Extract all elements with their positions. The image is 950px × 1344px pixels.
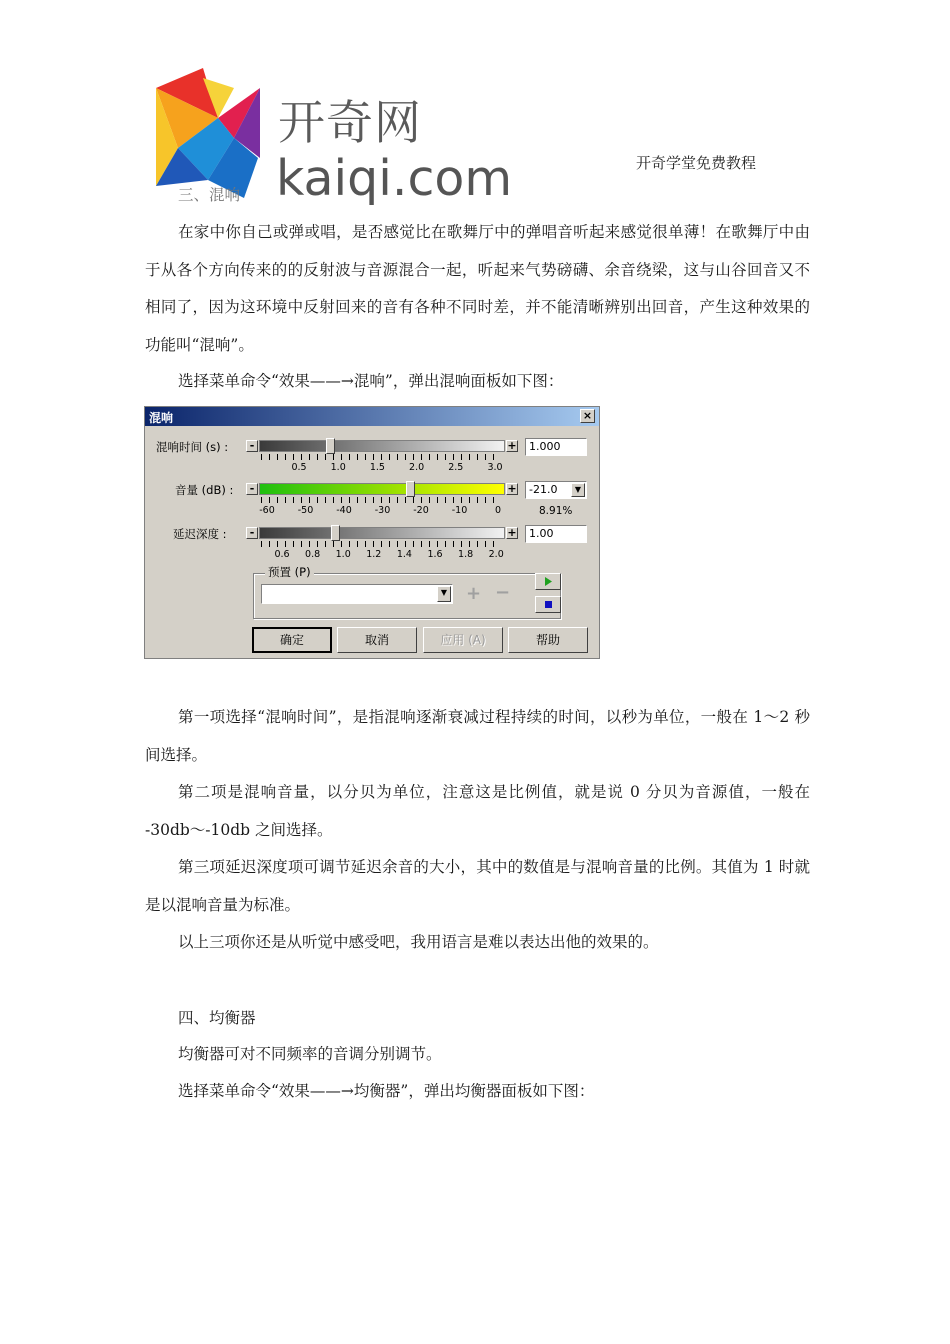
tick-label: -60 xyxy=(259,505,275,516)
volume-increase-button[interactable]: + xyxy=(507,482,517,495)
volume-percent: 8.91% xyxy=(539,505,573,517)
paragraph: 以上三项你还是从听觉中感受吧，我用语言是难以表达出他的效果的。 xyxy=(178,933,659,951)
paragraph: 均衡器可对不同频率的音调分别调节。 xyxy=(178,1045,442,1063)
volume-select[interactable] xyxy=(525,481,587,499)
header-right-text: 开奇学堂免费教程 xyxy=(636,154,757,172)
dropdown-arrow-icon[interactable]: ▼ xyxy=(437,586,451,602)
tick-label: -40 xyxy=(336,505,352,516)
preset-label: 预置 (P) xyxy=(265,564,314,580)
tick-label: 1.0 xyxy=(335,549,351,560)
dialog-titlebar[interactable] xyxy=(145,407,599,426)
volume-label: 音量 (dB) : xyxy=(175,483,234,497)
play-icon-shape xyxy=(545,577,552,586)
volume-select-value: -21.0 xyxy=(529,483,558,496)
close-button[interactable]: × xyxy=(580,409,595,423)
delay-depth-input[interactable]: 1.00 xyxy=(525,525,587,543)
add-preset-icon[interactable]: + xyxy=(466,583,482,604)
delay-depth-ticks xyxy=(261,541,501,547)
paragraph: 第二项是混响音量，以分贝为单位，注意这是比例值，就是说 0 分贝为音源值，一般在 -30db～-10db 之间选择。 xyxy=(145,783,810,839)
section-3-heading: 三、混响 xyxy=(178,186,241,204)
paragraph: 选择菜单命令“效果——→混响”，弹出混响面板如下图： xyxy=(178,372,564,390)
reverb-time-label: 混响时间 (s) : xyxy=(156,440,229,454)
cancel-button[interactable]: 取消 xyxy=(337,627,417,653)
delay-depth-label: 延迟深度 : xyxy=(173,527,227,541)
tick-label: 3.0 xyxy=(487,462,503,473)
reverb-time-ticks xyxy=(261,454,501,460)
tick-label: 0 xyxy=(494,505,502,516)
slider-thumb[interactable] xyxy=(406,481,415,497)
dropdown-arrow-icon[interactable]: ▼ xyxy=(571,483,585,497)
tick-label: 1.0 xyxy=(330,462,346,473)
delay-depth-increase-button[interactable]: + xyxy=(507,526,517,539)
stop-button[interactable] xyxy=(535,596,561,613)
tick-label: 2.0 xyxy=(488,549,504,560)
reverb-dialog xyxy=(144,406,600,659)
slider-thumb[interactable] xyxy=(331,525,340,541)
logo-chinese-text: 开奇网 xyxy=(278,96,422,151)
stop-icon xyxy=(536,597,560,612)
tick-label: -30 xyxy=(374,505,391,516)
slider-thumb[interactable] xyxy=(326,438,335,454)
volume-ticks xyxy=(261,497,501,503)
tick-label: 0.6 xyxy=(274,549,290,560)
delay-depth-slider[interactable] xyxy=(259,527,505,539)
tick-label: 1.6 xyxy=(427,549,443,560)
tick-label: 2.5 xyxy=(448,462,464,473)
tick-label: 1.5 xyxy=(369,462,385,473)
reverb-time-decrease-button[interactable]: - xyxy=(246,440,258,452)
dialog-title: 混响 xyxy=(149,411,174,425)
tick-label: 0.8 xyxy=(305,549,321,560)
volume-decrease-button[interactable]: - xyxy=(246,483,258,495)
paragraph: 选择菜单命令“效果——→均衡器”，弹出均衡器面板如下图： xyxy=(178,1082,595,1100)
paragraph: 在家中你自己或弹或唱，是否感觉比在歌舞厅中的弹唱音听起来感觉很单薄！在歌舞厅中由于从各个方向传来的的反射波与音源混合一起，听起来气势磅礴、余音绕梁，这与山谷回音又不相同了，因为这环境中反射回来的音有各种不同时差，并不能清晰辨别出回音，产生这种效果的功能叫“混响”。 xyxy=(145,223,810,354)
reverb-time-increase-button[interactable]: + xyxy=(507,439,517,452)
play-button[interactable] xyxy=(535,573,561,590)
preset-select[interactable] xyxy=(261,584,453,604)
paragraph: 第三项延迟深度项可调节延迟余音的大小，其中的数值是与混响音量的比例。其值为 1 时就是以混响音量为标准。 xyxy=(145,858,810,914)
tick-label: -20 xyxy=(413,505,429,516)
tick-label: 1.8 xyxy=(458,549,474,560)
remove-preset-icon[interactable]: − xyxy=(495,582,511,603)
apply-button[interactable]: 应用 (A) xyxy=(423,627,503,653)
tick-label: 1.4 xyxy=(396,549,412,560)
stop-icon-shape xyxy=(545,601,552,608)
tick-label: 2.0 xyxy=(409,462,425,473)
logo-domain-text: kaiqi.com xyxy=(276,150,513,207)
paragraph: 第一项选择“混响时间”，是指混响逐渐衰减过程持续的时间，以秒为单位，一般在 1～2 秒间选择。 xyxy=(145,708,810,764)
reverb-time-slider[interactable] xyxy=(259,440,505,452)
play-icon xyxy=(536,574,560,589)
volume-slider[interactable] xyxy=(259,483,505,495)
tick-label: 1.2 xyxy=(366,549,382,560)
tick-label: -50 xyxy=(297,505,314,516)
help-button[interactable]: 帮助 xyxy=(508,627,588,653)
tick-label: 0.5 xyxy=(291,462,307,473)
reverb-time-input[interactable]: 1.000 xyxy=(525,438,587,456)
delay-depth-decrease-button[interactable]: - xyxy=(246,527,258,539)
ok-button[interactable]: 确定 xyxy=(252,627,332,653)
section-4-heading: 四、均衡器 xyxy=(178,1009,256,1027)
tick-label: -10 xyxy=(451,505,468,516)
